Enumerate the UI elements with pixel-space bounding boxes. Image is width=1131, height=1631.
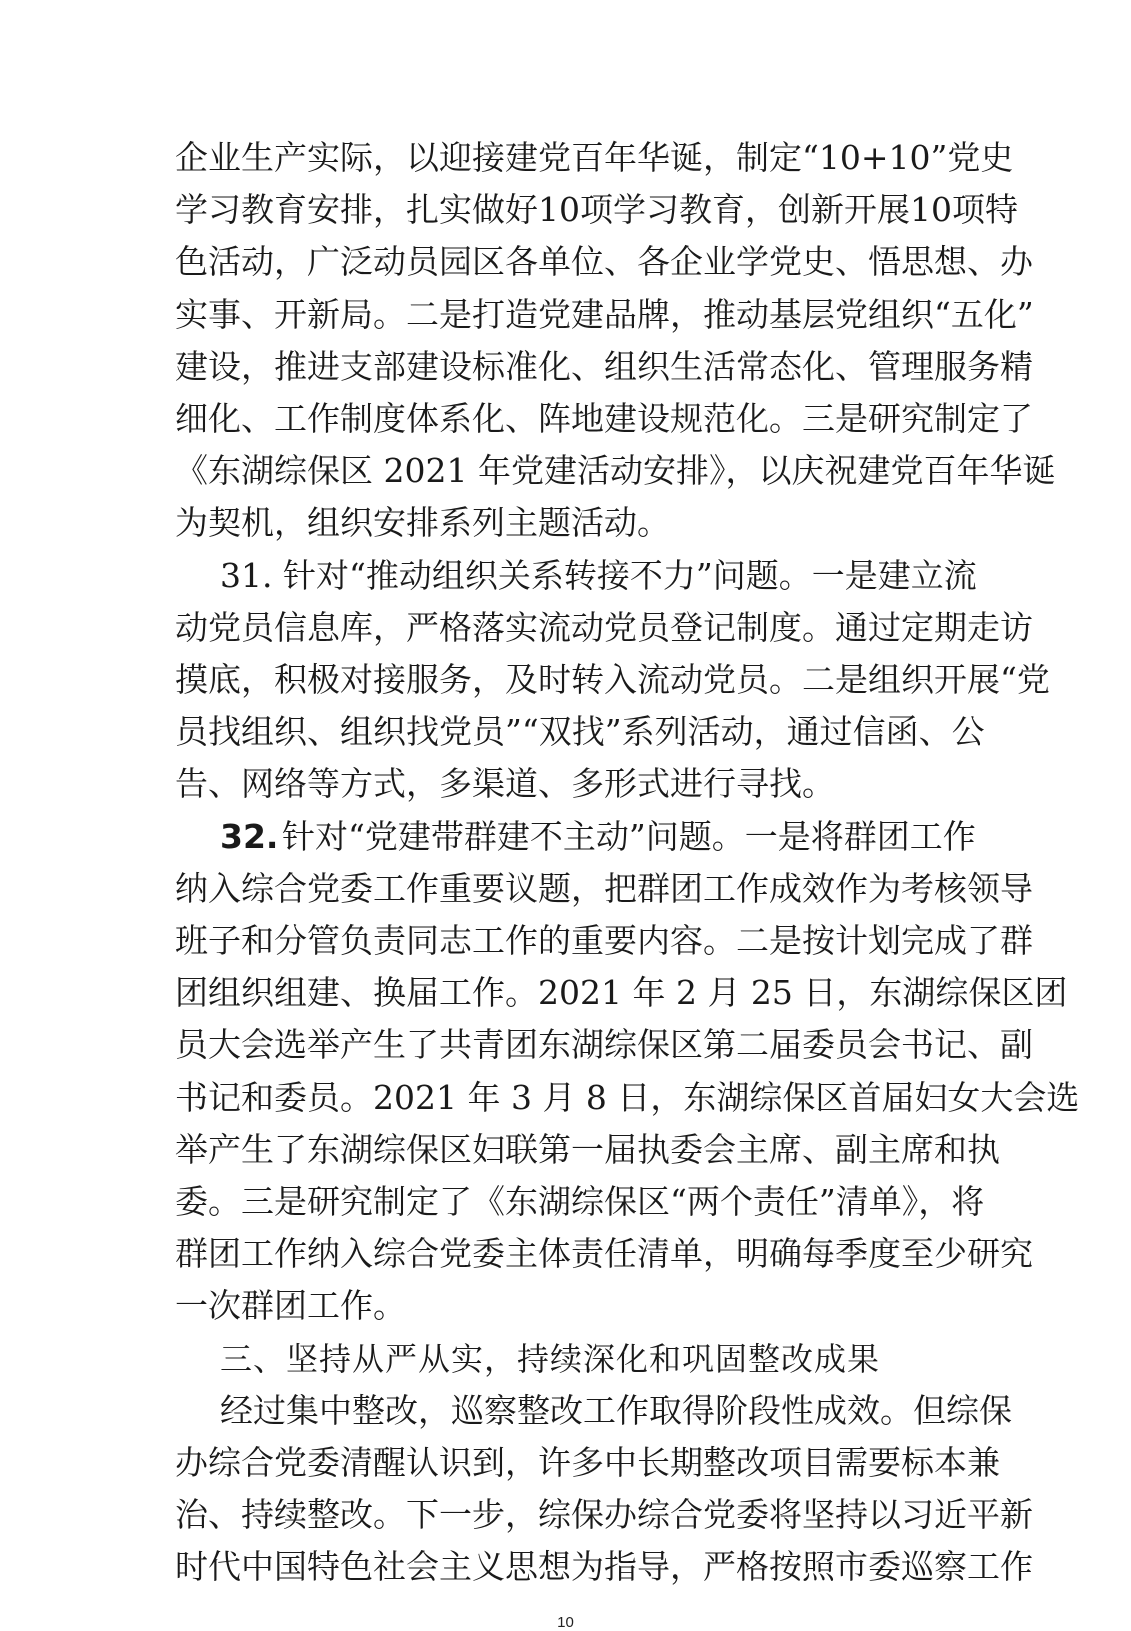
text-line: 为契机，组织安排系列主题活动。 — [175, 503, 670, 542]
text-line: 团组织组建、换届工作。2021 年 2 月 25 日，东湖综保区团 — [175, 973, 1068, 1012]
text-line: 动党员信息库，严格落实流动党员登记制度。通过定期走访 — [175, 608, 1033, 647]
page-number: 10 — [557, 1614, 574, 1631]
text-line: 细化、工作制度体系化、阵地建设规范化。三是研究制定了 — [175, 399, 1033, 438]
section-heading: 三、坚持从严从实，持续深化和巩固整改成果 — [220, 1340, 881, 1378]
text-line: 委。三是研究制定了《东湖综保区“两个责任”清单》，将 — [175, 1182, 985, 1221]
item-31-line: 31. 针对“推动组织关系转接不力”问题。一是建立流 — [220, 556, 977, 595]
text-line: 班子和分管负责同志工作的重要内容。二是按计划完成了群 — [175, 921, 1033, 960]
text-line: 时代中国特色社会主义思想为指导，严格按照市委巡察工作 — [175, 1547, 1033, 1586]
text-line: 举产生了东湖综保区妇联第一届执委会主席、副主席和执 — [175, 1130, 1000, 1169]
text-line: 建设，推进支部建设标准化、组织生活常态化、管理服务精 — [175, 347, 1033, 386]
text-line: 员找组织、组织找党员”“双找”系列活动，通过信函、公 — [175, 712, 985, 751]
text-line: 书记和委员。2021 年 3 月 8 日，东湖综保区首届妇女大会选 — [175, 1078, 1080, 1117]
text-line: 学习教育安排，扎实做好10项学习教育，创新开展10项特 — [175, 190, 1018, 229]
text-line: 实事、开新局。二是打造党建品牌，推动基层党组织“五化” — [175, 295, 1034, 334]
text-line: 《东湖综保区 2021 年党建活动安排》，以庆祝建党百年华诞 — [175, 451, 1056, 490]
item-32-line: 针对“党建带群建不主动”问题。一是将群团工作 — [282, 817, 976, 856]
text-line: 办综合党委清醒认识到，许多中长期整改项目需要标本兼 — [175, 1443, 1000, 1482]
item-32-number: 32. — [220, 817, 279, 856]
text-line: 员大会选举产生了共青团东湖综保区第二届委员会书记、副 — [175, 1025, 1033, 1064]
text-line: 治、持续整改。下一步，综保办综合党委将坚持以习近平新 — [175, 1495, 1033, 1534]
text-line: 色活动，广泛动员园区各单位、各企业学党史、悟思想、办 — [175, 242, 1033, 281]
text-line: 纳入综合党委工作重要议题，把群团工作成效作为考核领导 — [175, 869, 1033, 908]
text-line: 群团工作纳入综合党委主体责任清单，明确每季度至少研究 — [175, 1234, 1033, 1273]
text-line: 摸底，积极对接服务，及时转入流动党员。二是组织开展“党 — [175, 660, 1050, 699]
text-line: 一次群团工作。 — [175, 1286, 406, 1325]
text-line: 告、网络等方式，多渠道、多形式进行寻找。 — [175, 764, 835, 803]
text-line: 企业生产实际，以迎接建党百年华诞，制定“10+10”党史 — [175, 138, 1014, 177]
text-line: 经过集中整改，巡察整改工作取得阶段性成效。但综保 — [220, 1391, 1012, 1430]
